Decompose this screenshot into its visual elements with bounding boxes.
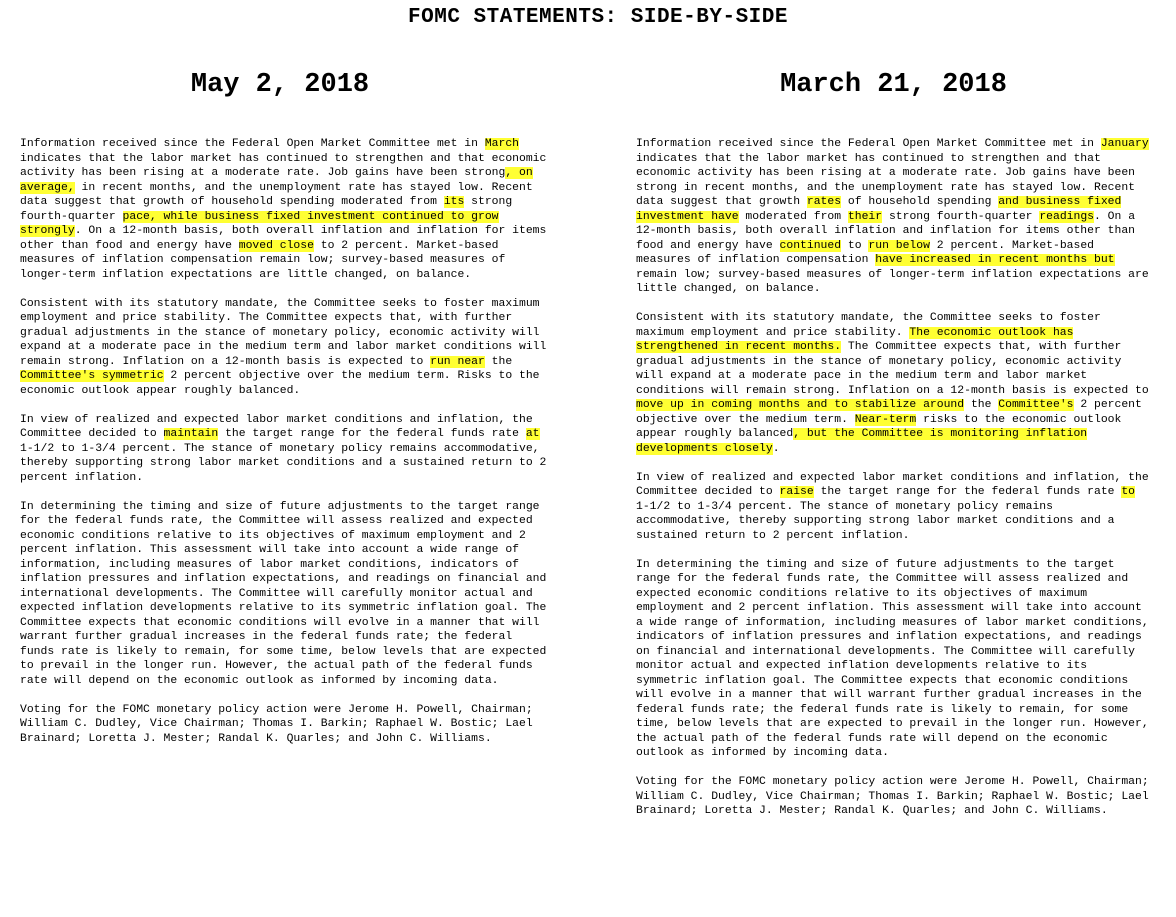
statement-text: the [484, 355, 513, 368]
statement-body [20, 137, 550, 746]
statement-text: in recent months, and the unemployment rate has stayed low. Recent data suggest that growth of household spending moderated from [20, 181, 533, 208]
statement-text: In view of realized and expected labor market conditions and inflation, the Committee decided to [20, 413, 533, 440]
changed-text-highlight: March [484, 138, 520, 150]
statement-text: 1-1/2 to 1-3/4 percent. The stance of monetary policy remains accommodative, thereby supporting strong labor market conditions and a sustained return to 2 percent inflation. [20, 442, 547, 484]
statement-text: 2 percent. Market-based measures of inflation compensation [636, 239, 1095, 266]
statement-column-march-2018 [636, 68, 1151, 833]
statement-text: 2 percent objective over the medium term. [636, 399, 1142, 426]
statement-text: strong fourth-quarter [882, 210, 1040, 223]
statement-text: the target range for the federal funds rate [218, 428, 526, 440]
statement-text: . On a 12-month basis, both overall inflation and inflation for items other than food and energy have [636, 210, 1136, 252]
statement-text: risks to the economic outlook appear roughly balanced [636, 413, 1122, 440]
changed-text-highlight: have increased in recent months but [875, 254, 1115, 266]
changed-text-highlight: January [1100, 138, 1149, 150]
statement-text: indicates that the labor market has continued to strengthen and that economic activity has been rising at a moderate rate. Job gains have been strong [20, 152, 547, 179]
statement-text: The Committee expects that, with further gradual adjustments in the stance of monetary policy, economic activity will expand at a moderate pace in the medium term and labor market conditions will remain strong. Inflation on a 12-month basis is expected to [636, 341, 1149, 397]
statement-paragraph [636, 775, 1151, 819]
statement-text: 1-1/2 to 1-3/4 percent. The stance of monetary policy remains accommodative, thereby supporting strong labor market conditions and a sustained return to 2 percent inflation. [636, 500, 1115, 542]
changed-text-highlight: its [443, 196, 465, 208]
statement-text: to 2 percent. Market-based measures of inflation compensation remain low; survey-based measures of longer-term inflation expectations are little changed, on balance. [20, 239, 506, 281]
statement-text: to [841, 239, 869, 252]
statement-text: Information received since the Federal Open Market Committee met in [20, 138, 485, 150]
changed-text-highlight: , but the Committee is monitoring inflation developments closely [636, 428, 1088, 455]
changed-text-highlight: Committee's [998, 399, 1074, 411]
statement-text: . On a 12-month basis, both overall inflation and inflation for items other than food and energy have [20, 225, 547, 252]
statement-paragraph [20, 703, 550, 747]
changed-text-highlight: and business fixed investment have [636, 196, 1122, 223]
changed-text-highlight: maintain [163, 428, 219, 440]
statement-column-may-2018 [20, 68, 550, 761]
statement-text: moderated from [738, 210, 848, 223]
statement-text: In determining the timing and size of future adjustments to the target range for the federal funds rate, the Committee will assess realized and expected economic conditions relative to its objectives of maximum employment and 2 percent inflation. This assessment will take into account a wide range of information, including measures of labor market conditions, indicators of inflation pressures and inflation expectations, and readings on financial and international developments. The Committee will carefully monitor actual and expected inflation developments relative to its symmetric inflation goal. The Committee expects that economic conditions will evolve in a manner that will warrant further gradual increases in the federal funds rate; the federal funds rate is likely to remain, for some time, below levels that are expected to prevail in the longer run. However, the actual path of the federal funds rate will depend on the economic outlook as informed by incoming data. [20, 500, 547, 687]
changed-text-highlight: , on average, [20, 167, 533, 194]
statement-text: Voting for the FOMC monetary policy action were Jerome H. Powell, Chairman; William C. Dudley, Vice Chairman; Thomas I. Barkin; Raphael W. Bostic; Lael Brainard; Loretta J. Mester; Randal K. Quarles; and John C. Williams. [20, 703, 533, 745]
statement-text: strong fourth-quarter [20, 196, 513, 223]
statement-text: Information received since the Federal Open Market Committee met in [636, 138, 1101, 150]
changed-text-highlight: run near [430, 355, 485, 368]
statement-text: 2 percent objective over the medium term. Risks to the economic outlook appear roughly balanced. [20, 370, 540, 397]
statement-body [636, 137, 1151, 819]
page-title: FOMC STATEMENTS: SIDE-BY-SIDE [408, 6, 788, 29]
changed-text-highlight: at [525, 428, 540, 440]
changed-text-highlight: their [847, 210, 883, 223]
statement-date-heading: May 2, 2018 [190, 70, 370, 100]
statement-paragraph [20, 500, 550, 689]
statement-text: indicates that the labor market has continued to strengthen and that economic activity has been rising at a moderate rate. Job gains have been strong in recent months, and the unemployment rate has stayed low. Recent data suggest that growth [636, 152, 1135, 208]
statement-date-heading: March 21, 2018 [780, 70, 1007, 100]
changed-text-highlight: The economic outlook has strengthened in recent months. [636, 326, 1074, 353]
statement-text: In determining the timing and size of future adjustments to the target range for the federal funds rate, the Committee will assess realized and expected economic conditions relative to its objectives of maximum employment and 2 percent inflation. This assessment will take into account a wide range of information, including measures of labor market conditions, indicators of inflation pressures and inflation expectations, and readings on financial and international developments. The Committee will carefully monitor actual and expected inflation developments relative to its symmetric inflation goal. The Committee expects that economic conditions will evolve in a manner that will warrant further gradual increases in the federal funds rate; the federal funds rate is likely to remain, for some time, below levels that are expected to prevail in the longer run. However, the actual path of the federal funds rate will depend on the economic outlook as informed by incoming data. [636, 558, 1149, 759]
statement-paragraph [20, 137, 550, 282]
changed-text-highlight: Near-term [854, 413, 917, 426]
statement-text: the target range for the federal funds rate [813, 486, 1122, 498]
statement-text: the [964, 399, 999, 411]
statement-text: Voting for the FOMC monetary policy action were Jerome H. Powell, Chairman; William C. Dudley, Vice Chairman; Thomas I. Barkin; Raphael W. Bostic; Lael Brainard; Loretta J. Mester; Randal K. Quarles; and John C. Williams. [636, 776, 1149, 817]
changed-text-highlight: rates [806, 196, 842, 208]
statement-text: Consistent with its statutory mandate, the Committee seeks to foster maximum employment and price stability. The Committee expects that, with further gradual adjustments in the stance of monetary policy, economic activity will expand at a moderate pace in the medium term and labor market conditions will remain strong. Inflation on a 12-month basis is expected to [20, 297, 547, 368]
changed-text-highlight: pace, while business fixed investment continued to grow strongly [20, 210, 499, 237]
changed-text-highlight: move up in coming months and to stabilize around [636, 399, 965, 411]
changed-text-highlight: to [1121, 486, 1136, 498]
statement-paragraph [636, 558, 1151, 761]
statement-text: of household spending [841, 196, 999, 208]
statement-text: . [772, 442, 780, 455]
statement-paragraph [20, 297, 550, 399]
statement-text: remain low; survey-based measures of longer-term inflation expectations are little changed, on balance. [636, 268, 1149, 295]
changed-text-highlight: raise [779, 486, 814, 498]
statement-paragraph [20, 413, 550, 486]
statement-paragraph [636, 311, 1151, 456]
changed-text-highlight: run below [868, 239, 930, 252]
changed-text-highlight: continued [779, 239, 842, 252]
statement-paragraph [636, 471, 1151, 544]
statement-text: Consistent with its statutory mandate, the Committee seeks to foster maximum employment and price stability. [636, 312, 1101, 339]
changed-text-highlight: readings [1039, 210, 1095, 223]
statement-text: In view of realized and expected labor market conditions and inflation, the Committee decided to [636, 471, 1149, 498]
changed-text-highlight: moved close [238, 239, 314, 252]
statement-paragraph [636, 137, 1151, 297]
changed-text-highlight: Committee's symmetric [20, 370, 164, 382]
